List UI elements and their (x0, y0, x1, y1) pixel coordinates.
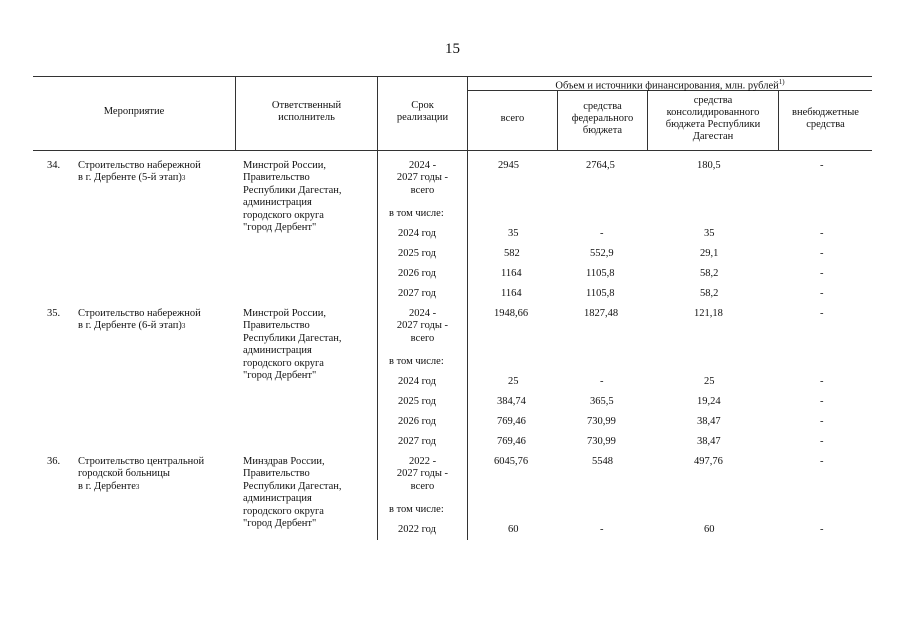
year-offbudget: - (820, 288, 824, 299)
including-label: в том числе: (389, 504, 444, 515)
column-header-regional: средства консолидированного бюджета Республики Дагестан (665, 95, 761, 142)
year-label: 2024 год (398, 376, 436, 387)
year-federal: - (600, 376, 604, 387)
year-offbudget: - (820, 268, 824, 279)
year-total: 582 (504, 248, 520, 259)
year-regional: 38,47 (697, 416, 721, 427)
year-federal: 1105,8 (586, 288, 615, 299)
funding-group-header: Объем и источники финансирования, млн. рублей$^{1)}$ (555, 78, 785, 92)
row-number: 36. (47, 456, 61, 467)
year-federal: 730,99 (587, 416, 616, 427)
year-total: 1164 (501, 268, 522, 279)
offbudget-amount: - (820, 456, 824, 467)
year-regional: 58,2 (700, 288, 719, 299)
event-name: Строительство набережной в г. Дербенте (6-й этап)$^3$ (78, 308, 201, 332)
row-number: 34. (47, 160, 61, 171)
total-amount: 2945 (498, 160, 519, 171)
responsible-executors: Минздрав России, Правительство Республики Дагестан, администрация городского округа "город Дербент" (243, 456, 342, 530)
event-name: Строительство набережной в г. Дербенте (5-й этап)$^3$ (78, 160, 201, 184)
year-regional: 29,1 (700, 248, 719, 259)
year-regional: 58,2 (700, 268, 719, 279)
period-column-right-rule (467, 150, 468, 540)
year-offbudget: - (820, 376, 824, 387)
year-regional: 38,47 (697, 436, 721, 447)
year-regional: 25 (704, 376, 715, 387)
column-header-period: Срок реализации (396, 100, 449, 123)
period-total: 2022 - 2027 годы - всего (396, 456, 449, 492)
responsible-executors: Минстрой России, Правительство Республики Дагестан, администрация городского округа "город Дербент" (243, 308, 342, 382)
regional-amount: 180,5 (697, 160, 721, 171)
responsible-executors: Минстрой России, Правительство Республики Дагестан, администрация городского округа "город Дербент" (243, 160, 342, 234)
column-header-responsible: Ответственный исполнитель (271, 100, 342, 123)
year-federal: 1105,8 (586, 268, 615, 279)
year-federal: 730,99 (587, 436, 616, 447)
event-name: Строительство центральной городской больницы в г. Дербенте$^3$ (78, 456, 205, 492)
year-total: 1164 (501, 288, 522, 299)
year-regional: 35 (704, 228, 715, 239)
year-label: 2025 год (398, 248, 436, 259)
column-header-offbudget: внебюджетные средства (792, 107, 859, 130)
table-top-rule (33, 76, 872, 77)
federal-amount: 1827,48 (584, 308, 619, 319)
offbudget-amount: - (820, 160, 824, 171)
year-label: 2024 год (398, 228, 436, 239)
year-regional: 60 (704, 524, 715, 535)
year-federal: 552,9 (590, 248, 614, 259)
year-total: 384,74 (497, 396, 526, 407)
year-offbudget: - (820, 396, 824, 407)
federal-amount: 5548 (592, 456, 613, 467)
row-number: 35. (47, 308, 61, 319)
column-header-total: всего (500, 113, 525, 124)
year-offbudget: - (820, 248, 824, 259)
year-offbudget: - (820, 416, 824, 427)
year-label: 2025 год (398, 396, 436, 407)
year-total: 35 (508, 228, 519, 239)
total-amount: 1948,66 (494, 308, 529, 319)
column-header-event: Мероприятие (103, 106, 165, 117)
year-label: 2027 год (398, 288, 436, 299)
total-amount: 6045,76 (494, 456, 529, 467)
year-label: 2022 год (398, 524, 436, 535)
year-federal: - (600, 228, 604, 239)
year-federal: 365,5 (590, 396, 614, 407)
page-number: 15 (445, 41, 460, 57)
year-label: 2026 год (398, 268, 436, 279)
year-federal: - (600, 524, 604, 535)
year-total: 769,46 (497, 416, 526, 427)
including-label: в том числе: (389, 356, 444, 367)
including-label: в том числе: (389, 208, 444, 219)
year-total: 60 (508, 524, 519, 535)
year-offbudget: - (820, 228, 824, 239)
offbudget-amount: - (820, 308, 824, 319)
period-total: 2024 - 2027 годы - всего (396, 308, 449, 344)
year-label: 2027 год (398, 436, 436, 447)
year-label: 2026 год (398, 416, 436, 427)
column-header-federal: средства федерального бюджета (571, 101, 634, 136)
year-total: 25 (508, 376, 519, 387)
period-total: 2024 - 2027 годы - всего (396, 160, 449, 196)
regional-amount: 497,76 (694, 456, 723, 467)
header-bottom-rule (33, 150, 872, 151)
regional-amount: 121,18 (694, 308, 723, 319)
year-offbudget: - (820, 436, 824, 447)
year-regional: 19,24 (697, 396, 721, 407)
year-offbudget: - (820, 524, 824, 535)
federal-amount: 2764,5 (586, 160, 615, 171)
year-total: 769,46 (497, 436, 526, 447)
